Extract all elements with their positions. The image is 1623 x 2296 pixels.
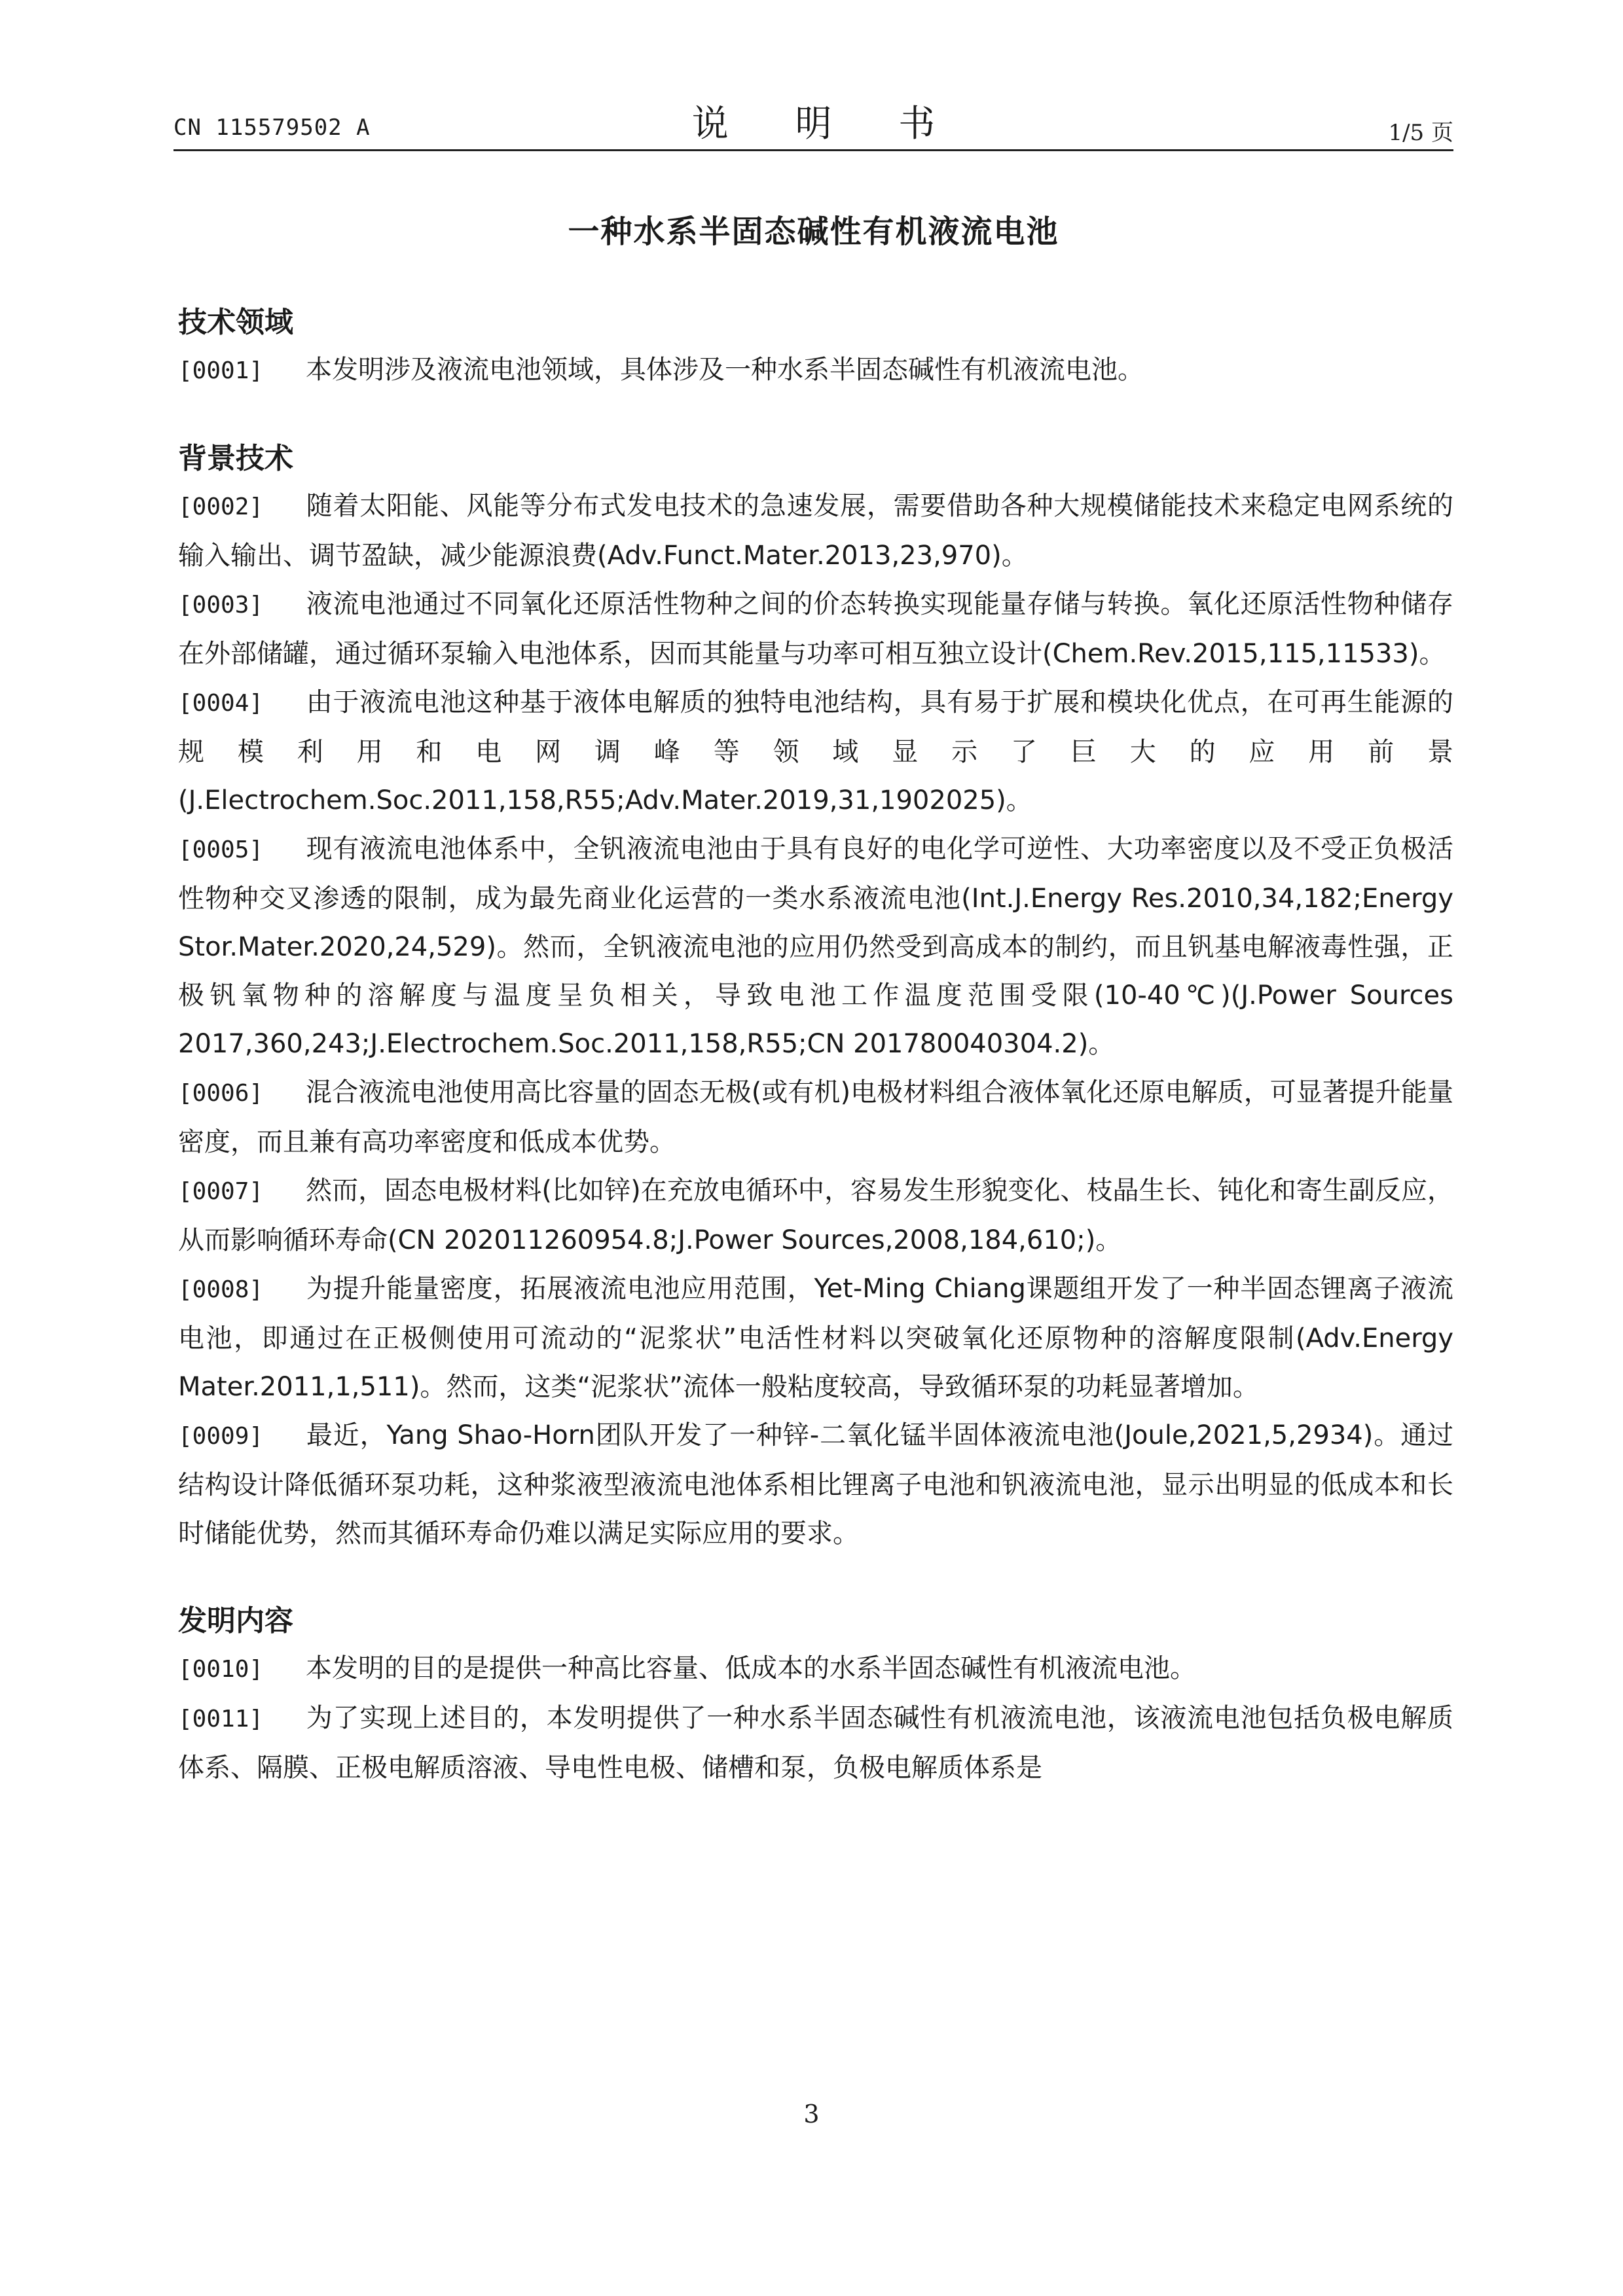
paragraph-number: [0006] [178, 1080, 264, 1107]
header-divider [173, 149, 1453, 151]
paragraph-number: [0002] [178, 493, 264, 520]
paragraph [178, 825, 1453, 1068]
paragraph [178, 346, 1453, 395]
paragraph-text: 混合液流电池使用高比容量的固态无极(或有机)电极材料组合液体氧化还原电解质，可显著提升能量密度，而且兼有高功率密度和低成本优势。 [178, 1077, 1453, 1157]
document-number: CN 115579502 A [173, 115, 371, 141]
section-heading-technical-field: 技术领域 [178, 306, 293, 339]
paragraph-number: [0007] [178, 1178, 264, 1205]
paragraph-number: [0009] [178, 1423, 264, 1450]
paragraph [178, 1265, 1453, 1411]
paragraph [178, 1068, 1453, 1166]
paragraph-text: 随着太阳能、风能等分布式发电技术的急速发展，需要借助各种大规模储能技术来稳定电网系统的输入输出、调节盈缺，减少能源浪费(Adv.Funct.Mater.2013,23,970)。 [178, 491, 1453, 571]
paragraph-text: 为提升能量密度，拓展液流电池应用范围，Yet-Ming Chiang课题组开发了一种半固态锂离子液流电池，即通过在正极侧使用可流动的“泥浆状”电活性材料以突破氧化还原物种的溶解度限制(Adv.Energy Mater.2011,1,511)。然而，这类“泥浆状”流体一般粘度较高，导致循环泵的功耗显著增加。 [178, 1274, 1453, 1402]
document-title: 一种水系半固态碱性有机液流电池 [568, 213, 1059, 250]
paragraph-text: 液流电池通过不同氧化还原活性物种之间的价态转换实现能量存储与转换。氧化还原活性物种储存在外部储罐，通过循环泵输入电池体系，因而其能量与功率可相互独立设计(Chem.Rev.2015,115,11533)。 [178, 589, 1453, 669]
paragraph-number: [0003] [178, 592, 264, 619]
paragraph [178, 482, 1453, 580]
paragraph [178, 1694, 1453, 1792]
paragraph-text: 现有液流电池体系中，全钒液流电池由于具有良好的电化学可逆性、大功率密度以及不受正负极活性物种交叉渗透的限制，成为最先商业化运营的一类水系液流电池(Int.J.Energy Res.2010,34,182;Energy Stor.Mater.2020,24,529)。然而，全钒液流电池的应用仍然受到高成本的制约，而且钒基电解液毒性强，正极钒氧物种的溶解度与温度呈负相关，导致电池工作温度范围受限(10-40℃)(J.Power Sources 2017,360,243;J.Electrochem.Soc.2011,158,R55;CN 201780040304.2)。 [178, 834, 1453, 1059]
paragraph [178, 678, 1453, 825]
document-type-title: 说 明 书 [691, 103, 963, 145]
paragraph-text: 本发明的目的是提供一种高比容量、低成本的水系半固态碱性有机液流电池。 [306, 1653, 1196, 1683]
paragraph-text: 由于液流电池这种基于液体电解质的独特电池结构，具有易于扩展和模块化优点，在可再生能源的规模利用和电网调峰等领域显示了巨大的应用前景(J.Electrochem.Soc.2011,158,R55;Adv.Mater.2019,31,1902025)。 [178, 687, 1453, 816]
paragraph-text: 为了实现上述目的，本发明提供了一种水系半固态碱性有机液流电池，该液流电池包括负极电解质体系、隔膜、正极电解质溶液、导电性电极、储槽和泵，负极电解质体系是 [178, 1703, 1453, 1783]
page-count: 1/5 页 [1388, 120, 1453, 146]
document-body [178, 300, 1453, 1792]
paragraph-number: [0005] [178, 836, 264, 863]
paragraph [178, 1644, 1453, 1694]
paragraph-text: 最近，Yang Shao-Horn团队开发了一种锌-二氧化锰半固体液流电池(Joule,2021,5,2934)。通过结构设计降低循环泵功耗，这种浆液型液流电池体系相比锂离子电池和钒液流电池，显示出明显的低成本和长时储能优势，然而其循环寿命仍难以满足实际应用的要求。 [178, 1420, 1453, 1549]
paragraph [178, 1166, 1453, 1265]
paragraph-number: [0004] [178, 690, 264, 717]
section-heading-background: 背景技术 [178, 442, 293, 475]
paragraph-number: [0008] [178, 1276, 264, 1303]
paragraph-text: 然而，固态电极材料(比如锌)在充放电循环中，容易发生形貌变化、枝晶生长、钝化和寄生副反应，从而影响循环寿命(CN 202011260954.8;J.Power Sources,2008,184,610;)。 [178, 1175, 1453, 1255]
paragraph-number: [0001] [178, 357, 264, 384]
section-heading-invention-content: 发明内容 [178, 1604, 293, 1638]
paragraph-number: [0010] [178, 1656, 264, 1683]
paragraph [178, 1411, 1453, 1558]
paragraph-text: 本发明涉及液流电池领域，具体涉及一种水系半固态碱性有机液流电池。 [306, 355, 1144, 385]
paragraph [178, 580, 1453, 678]
paragraph-number: [0011] [178, 1706, 264, 1732]
page-number: 3 [803, 2100, 820, 2128]
